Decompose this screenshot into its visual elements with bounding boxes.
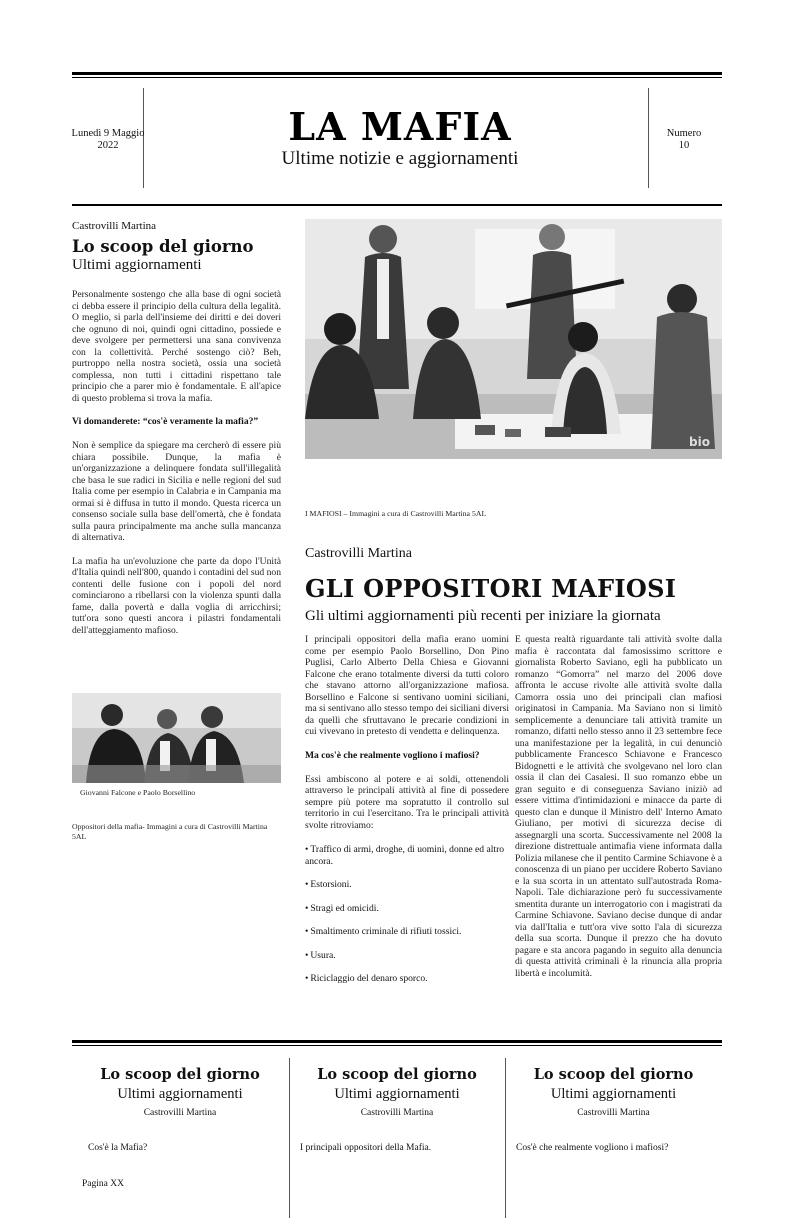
issue-date: Lunedì 9 Maggio 2022 <box>71 128 145 151</box>
footer-column-3 <box>505 1066 722 1118</box>
activity-item: • Usura. <box>305 950 509 962</box>
footer-1-subheadline: Ultimi aggiornamenti <box>117 1086 243 1102</box>
footer-2-headline: Lo scoop del giorno <box>317 1066 477 1083</box>
left-paragraph-1: Personalmente sostengo che alla base di ogni società ci debba essere il principio della cultura della legalità. O meglio, si parla dell'insieme dei diritti e dei doveri che ognuno di noi, quindi ogni cittadino, possiede e deve svolgere per permettersi una sana convivenza con la collettività. Perché sostengo ciò? Beh, purtroppo nella nostra società, ossia una società complessa, non tutti i cittadini rispettano tale principio che a parer mio è fondamentale. E all'apice di questo problema si trova la mafia. <box>72 289 281 404</box>
left-subheadline: Ultimi aggiornamenti <box>72 257 202 273</box>
footer-column-2 <box>289 1066 505 1118</box>
main-col1-paragraph-2: Essi ambiscono al potere e ai soldi, ottenendoli attraverso le principali attività al fine di possedere sempre più potere ma sopratutto il controllo sul territorio in cui l'esercitano. Tra le principali attività svolte ritroviamo: <box>305 773 509 831</box>
left-photo-credit: Oppositori della mafia- Immagini a cura di Castrovilli Martina 5AL <box>72 822 268 841</box>
page-number: Pagina XX <box>82 1179 124 1189</box>
main-col1-question: Ma cos'è che realmente vogliono i mafiosi? <box>305 749 480 761</box>
footer-1-headline: Lo scoop del giorno <box>100 1066 260 1083</box>
left-question: Vi domanderete: “cos'è veramente la mafia?” <box>72 416 259 427</box>
footer-3-subheadline: Ultimi aggiornamenti <box>550 1086 677 1102</box>
main-author: Castrovilli Martina <box>305 546 412 561</box>
top-rule-thin <box>72 77 722 78</box>
mafiosi-photo-caption: I MAFIOSI – Immagini a cura di Castrovilli Martina 5AL <box>305 509 487 518</box>
footer-rule-thin <box>72 1045 722 1046</box>
mafiosi-photo <box>305 219 722 459</box>
footer-rule <box>72 1040 722 1043</box>
footer-3-author: Castrovilli Martina <box>577 1108 650 1118</box>
footer-2-subheadline: Ultimi aggiornamenti <box>334 1086 460 1102</box>
falcone-borsellino-photo <box>72 693 281 783</box>
left-paragraph-3: La mafia ha un'evoluzione che parte da dopo l'Unità d'Italia quindi nell'800, quando i contadini del sud non contenti delle fusione con i popoli del nord cominciarono a ribellarsi con la violenza spunti dalla fame, dalla povertà e dalla voglia di arricchirsi; tutt'ora sono questi ancora i pilastri fondamentali dell'atteggiamento mafioso. <box>72 555 281 636</box>
footer-2-link[interactable]: I principali oppositori della Mafia. <box>300 1143 432 1153</box>
top-rule <box>72 72 722 75</box>
footer-2-author: Castrovilli Martina <box>360 1108 434 1118</box>
photo-watermark: bio <box>689 435 710 449</box>
left-headline: Lo scoop del giorno <box>72 237 254 256</box>
activity-item: • Estorsioni. <box>305 879 509 891</box>
main-headline: GLI OPPOSITORI MAFIOSI <box>305 574 677 603</box>
footer-column-1 <box>72 1066 288 1118</box>
activities-list <box>305 844 509 985</box>
main-column-1 <box>305 634 509 997</box>
activity-item: • Riciclaggio del denaro sporco. <box>305 973 509 985</box>
main-column-2 <box>515 634 722 979</box>
masthead-bottom-rule <box>72 204 722 206</box>
left-paragraph-2: Non è semplice da spiegare ma cercherò di essere più chiara possibile. Dunque, la mafia è un'organizzazione a delinquere fondata sull'illegalità che basa le sue radici in Sicilia e nelle regioni del sud Italia come per esempio in Calabria e in Campania ma ormai si è diffusa in tutto il mondo. Questa ricerca un consenso sociale sulla base dell'omertà, che è fondata sulla paura principalmente ma anche sulla mancanza di alternativa. <box>72 440 281 543</box>
falcone-photo-caption: Giovanni Falcone e Paolo Borsellino <box>80 788 196 797</box>
activity-item: • Smaltimento criminale di rifiuti tossici. <box>305 926 509 938</box>
footer-3-headline: Lo scoop del giorno <box>533 1066 694 1083</box>
falcone-borsellino-image <box>72 693 281 783</box>
main-col1-paragraph-1: I principali oppositori della mafia erano uomini come per esempio Paolo Borsellino, Don Pino Puglisi, Carlo Alberto Della Chiesa e Giovanni Falcone che erano totalmente diversi da tutti coloro che stavano attorno all'organizzazione mafiosa. Borsellino e Falcone si sentivano uomini siciliani, ma si sentivano allo stesso tempo dei siciliani diversi da quelli che sfruttavano le precarie condizioni in cui vivevano in pretesto di vendetta e delinquenza. <box>305 634 509 737</box>
main-col2-paragraph-1: E questa realtà riguardante tali attività svolte dalla mafia è raccontata dal famosissimo scrittore e giornalista Roberto Saviano, egli ha pubblicato un romanzo “Gomorra” nel marzo del 2006 dove affronta le accuse rivolte alle attività svolte dalla Camorra ossia uno dei principali clan mafiosi originatosi in Campania. Ma Saviano non si limitò semplicemente a denunciare tali attività tramite un romanzo, difatti nello stesso anno il 23 settembre fece una manifestazione per la legalità, in cui denunciò pubblicamente Francesco Schiavone e Francesco Bidognetti e le attività che svolgevano nel loro clan ossia il clan dei Casalesi. Il suo romanzo ebbe un gran seguito e di conseguenza Saviano iniziò ad essere vittima d'intimidazioni e minacce da parte di questo clan e dunque il Ministro dell' Interno Amato Giuliano, per motivi di sicurezza decise di assegnargli una scorta. Successivamente nel 2008 la direzione distrettuale antimafia viene informata dalla Polizia milanese che il pentito Carmine Schiavone è a conoscenza di un piano per uccidere Roberto Saviano e la sua scorta in un attentato sull'autostrada Roma-Napoli. Tale dichiarazione però fu successivamente smentita durante un interrogatorio con i magistrati da Carmine Schiavone. Saviano decise dunque di andar via dall'Italia e tutt'ora vive sotto l'ala di sicurezza della sua scorta. Dunque il prezzo che ha dovuto pagare e sta ancora pagando in seguito alla denuncia di questa attività criminali è la rinuncia alla propria libertà e incolumità. <box>515 634 723 979</box>
issue-label: Numero <box>666 128 702 139</box>
issue-number <box>650 128 718 152</box>
left-column <box>72 220 281 636</box>
newspaper-title: LA MAFIA <box>288 104 512 149</box>
footer-1-link[interactable]: Cos'è la Mafia? <box>88 1143 148 1153</box>
issue-value: 10 <box>678 140 690 151</box>
footer-3-link[interactable]: Cos'è che realmente vogliono i mafiosi? <box>516 1143 669 1153</box>
newspaper-subtitle: Ultime notizie e aggiornamenti <box>281 148 519 169</box>
left-author: Castrovilli Martina <box>72 220 157 232</box>
main-subheadline: Gli ultimi aggiornamenti più recenti per iniziare la giornata <box>305 608 661 624</box>
activity-item: • Stragi ed omicidi. <box>305 903 509 915</box>
footer-1-author: Castrovilli Martina <box>143 1108 217 1118</box>
mafiosi-image <box>305 219 722 459</box>
activity-item: • Traffico di armi, droghe, di uomini, donne ed altro ancora. <box>305 844 509 867</box>
